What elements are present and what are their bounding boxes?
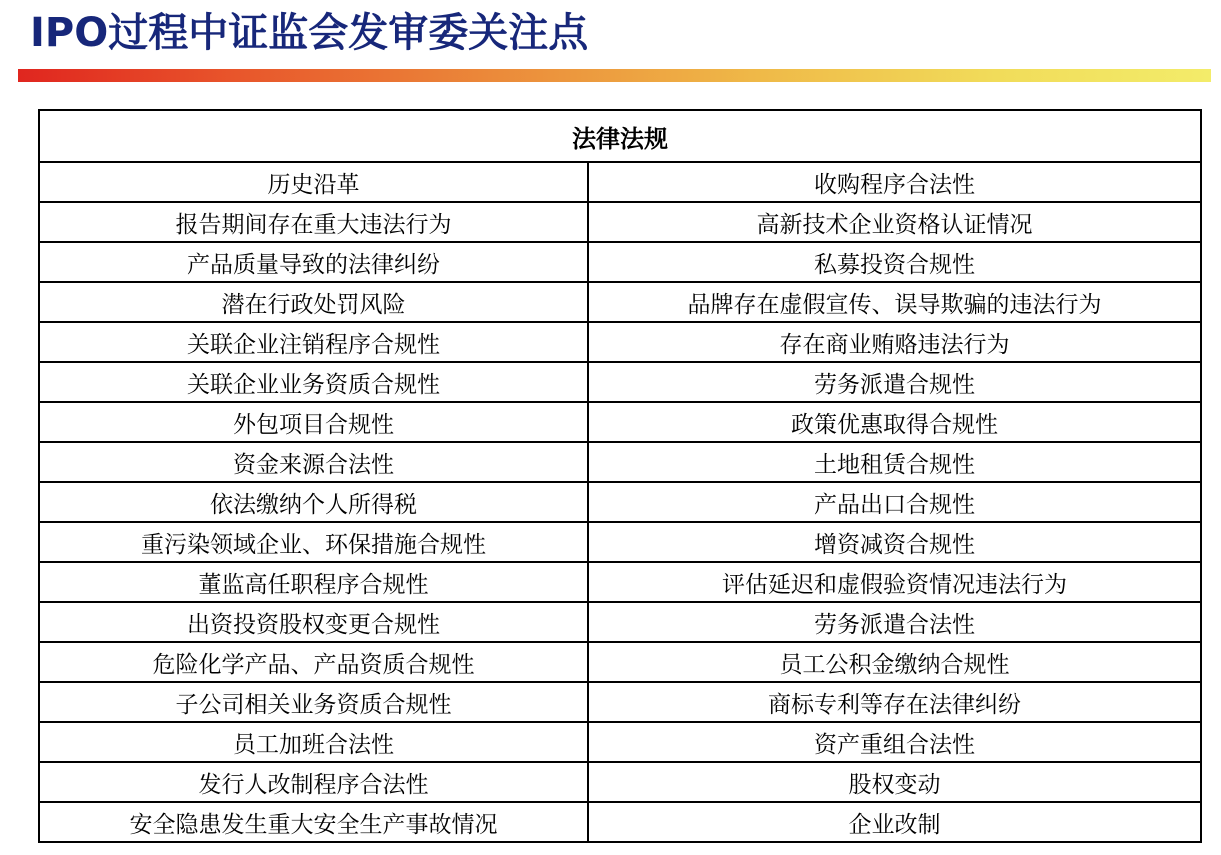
table-row: [39, 642, 1201, 682]
table-row: [39, 282, 1201, 322]
table-cell-left: 安全隐患发生重大安全生产事故情况: [39, 802, 588, 842]
table-heading: 法律法规: [39, 110, 1201, 162]
table-cell-left: 资金来源合法性: [39, 442, 588, 482]
table-cell-right: 私募投资合规性: [588, 242, 1201, 282]
table-cell-left: 重污染领域企业、环保措施合规性: [39, 522, 588, 562]
table-cell-left: 报告期间存在重大违法行为: [39, 202, 588, 242]
table-cell-left: 依法缴纳个人所得税: [39, 482, 588, 522]
table-cell-right: 股权变动: [588, 762, 1201, 802]
table-cell-right: 员工公积金缴纳合规性: [588, 642, 1201, 682]
table-row: [39, 442, 1201, 482]
table-cell-right: 增资减资合规性: [588, 522, 1201, 562]
table-row: [39, 202, 1201, 242]
table-cell-right: 政策优惠取得合规性: [588, 402, 1201, 442]
table-row: [39, 802, 1201, 842]
table-row: [39, 322, 1201, 362]
page-title: IPO过程中证监会发审委关注点: [30, 10, 589, 56]
table-row: [39, 562, 1201, 602]
table-cell-right: 劳务派遣合规性: [588, 362, 1201, 402]
table-cell-right: 评估延迟和虚假验资情况违法行为: [588, 562, 1201, 602]
table-row: [39, 722, 1201, 762]
table-body: [39, 162, 1201, 842]
table-row: [39, 522, 1201, 562]
table-cell-right: 收购程序合法性: [588, 162, 1201, 202]
table-cell-right: 土地租赁合规性: [588, 442, 1201, 482]
table-cell-right: 品牌存在虚假宣传、误导欺骗的违法行为: [588, 282, 1201, 322]
table-row: [39, 242, 1201, 282]
table-cell-right: 资产重组合法性: [588, 722, 1201, 762]
table-header-row: [39, 110, 1201, 162]
table-row: [39, 162, 1201, 202]
table-cell-left: 潜在行政处罚风险: [39, 282, 588, 322]
table-row: [39, 482, 1201, 522]
table-cell-left: 产品质量导致的法律纠纷: [39, 242, 588, 282]
legal-issues-table-container: [38, 109, 1200, 843]
table-cell-right: 劳务派遣合法性: [588, 602, 1201, 642]
table-row: [39, 762, 1201, 802]
table-cell-left: 员工加班合法性: [39, 722, 588, 762]
table-cell-left: 子公司相关业务资质合规性: [39, 682, 588, 722]
title-gradient-bar: [18, 69, 1211, 82]
table-cell-left: 危险化学产品、产品资质合规性: [39, 642, 588, 682]
table-cell-right: 产品出口合规性: [588, 482, 1201, 522]
table-cell-left: 外包项目合规性: [39, 402, 588, 442]
table-cell-right: 商标专利等存在法律纠纷: [588, 682, 1201, 722]
table-row: [39, 682, 1201, 722]
table-cell-right: 存在商业贿赂违法行为: [588, 322, 1201, 362]
table-cell-left: 关联企业业务资质合规性: [39, 362, 588, 402]
legal-issues-table: [38, 109, 1202, 843]
table-cell-left: 历史沿革: [39, 162, 588, 202]
table-cell-left: 董监高任职程序合规性: [39, 562, 588, 602]
table-row: [39, 402, 1201, 442]
table-row: [39, 362, 1201, 402]
table-cell-right: 企业改制: [588, 802, 1201, 842]
table-cell-right: 高新技术企业资格认证情况: [588, 202, 1201, 242]
table-row: [39, 602, 1201, 642]
table-cell-left: 出资投资股权变更合规性: [39, 602, 588, 642]
table-cell-left: 关联企业注销程序合规性: [39, 322, 588, 362]
table-cell-left: 发行人改制程序合法性: [39, 762, 588, 802]
